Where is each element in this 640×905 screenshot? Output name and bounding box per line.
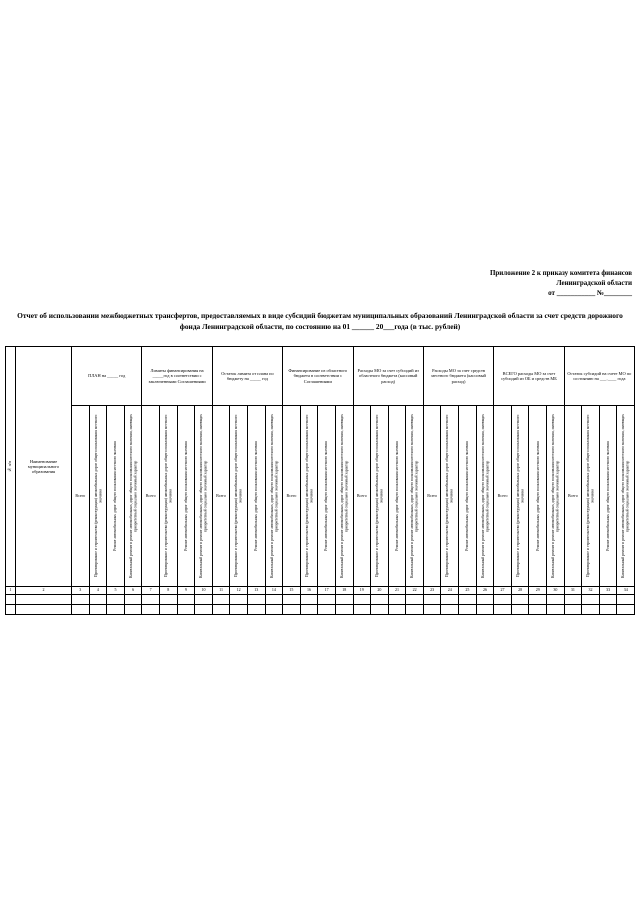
empty-cell (564, 595, 582, 605)
column-numbers-row (6, 587, 635, 595)
subheader-total: Всего (564, 406, 582, 587)
column-number-cell: 25 (459, 587, 477, 595)
empty-cell (529, 595, 547, 605)
appendix-line-2: Ленинградской области (556, 279, 632, 287)
group-header-financing: Финансирование из областного бюджета в соответствии с Соглашениями (283, 347, 353, 406)
empty-cell (230, 595, 248, 605)
group-header-limits: Лимиты финансирования на _____год в соответствии с заключенными Соглашениями (142, 347, 212, 406)
empty-cell (423, 595, 441, 605)
column-number-cell: 17 (318, 587, 336, 595)
appendix-line-3: от ___________ №________ (548, 289, 632, 297)
empty-data-row (6, 605, 635, 615)
subheader-repair: Ремонт автомобильных дорог общего пользования местного значения (529, 406, 547, 587)
appendix-header (490, 268, 632, 298)
column-number-cell: 20 (371, 587, 389, 595)
subheader-repair: Ремонт автомобильных дорог общего пользования местного значения (107, 406, 125, 587)
column-number-cell: 9 (177, 587, 195, 595)
group-header-balance: Остаток субсидий на счете МО по состоянию на ___.____ года (564, 347, 634, 406)
column-number-cell: 3 (72, 587, 90, 595)
empty-cell (318, 605, 336, 615)
subheader-capital-repair: Капитальный ремонт и ремонт автомобильных дорог общего пользования местного значения, имеющих приоритетный социально значимый характер (406, 406, 424, 587)
empty-cell (617, 605, 635, 615)
empty-cell (441, 595, 459, 605)
empty-cell (511, 605, 529, 615)
column-number-cell: 8 (159, 587, 177, 595)
column-number-cell: 30 (547, 587, 565, 595)
empty-cell (6, 605, 16, 615)
empty-cell (300, 605, 318, 615)
empty-cell (72, 605, 90, 615)
empty-cell (195, 605, 213, 615)
appendix-line-1: Приложение 2 к приказу комитета финансов (489, 269, 632, 277)
column-number-cell: 14 (265, 587, 283, 595)
empty-cell (353, 595, 371, 605)
subheader-capital-repair: Капитальный ремонт и ремонт автомобильных дорог общего пользования местного значения, имеющих приоритетный социально значимый характер (617, 406, 635, 587)
subheader-repair: Ремонт автомобильных дорог общего пользования местного значения (388, 406, 406, 587)
empty-cell (547, 605, 565, 615)
empty-cell (423, 605, 441, 615)
empty-cell (599, 605, 617, 615)
empty-cell (371, 595, 389, 605)
empty-cell (247, 605, 265, 615)
empty-cell (459, 595, 477, 605)
empty-cell (16, 605, 72, 615)
empty-cell (212, 595, 230, 605)
subheader-total: Всего (72, 406, 90, 587)
column-number-cell: 12 (230, 587, 248, 595)
empty-cell (511, 595, 529, 605)
col-name-header: Наименование муниципального образования (16, 347, 72, 587)
column-number-cell: 26 (476, 587, 494, 595)
subheader-total: Всего (212, 406, 230, 587)
empty-cell (124, 595, 142, 605)
empty-cell (441, 605, 459, 615)
empty-cell (529, 605, 547, 615)
empty-cell (582, 595, 600, 605)
empty-cell (459, 605, 477, 615)
empty-cell (265, 595, 283, 605)
empty-cell (283, 595, 301, 605)
subheader-repair: Ремонт автомобильных дорог общего пользования местного значения (247, 406, 265, 587)
column-number-cell: 6 (124, 587, 142, 595)
column-number-cell: 27 (494, 587, 512, 595)
empty-cell (177, 605, 195, 615)
column-number-cell: 1 (6, 587, 16, 595)
report-table (5, 346, 635, 615)
subheader-total: Всего (353, 406, 371, 587)
subheader-repair: Ремонт автомобильных дорог общего пользования местного значения (177, 406, 195, 587)
subheader-construction: Проектирование и строительство (реконструкция) автомобильных дорог общего пользования местного значения (371, 406, 389, 587)
subheader-construction: Проектирование и строительство (реконструкция) автомобильных дорог общего пользования местного значения (89, 406, 107, 587)
empty-cell (107, 605, 125, 615)
empty-cell (476, 595, 494, 605)
empty-cell (283, 605, 301, 615)
column-number-cell: 11 (212, 587, 230, 595)
empty-cell (142, 605, 160, 615)
empty-cell (371, 605, 389, 615)
subheader-total: Всего (142, 406, 160, 587)
subheader-repair: Ремонт автомобильных дорог общего пользования местного значения (459, 406, 477, 587)
subheader-capital-repair: Капитальный ремонт и ремонт автомобильных дорог общего пользования местного значения, имеющих приоритетный социально значимый характер (124, 406, 142, 587)
subheader-total: Всего (283, 406, 301, 587)
column-number-cell: 21 (388, 587, 406, 595)
column-number-cell: 15 (283, 587, 301, 595)
subheader-capital-repair: Капитальный ремонт и ремонт автомобильных дорог общего пользования местного значения, имеющих приоритетный социально значимый характер (335, 406, 353, 587)
column-number-cell: 31 (564, 587, 582, 595)
column-number-cell: 24 (441, 587, 459, 595)
empty-cell (16, 595, 72, 605)
empty-cell (476, 605, 494, 615)
subheader-construction: Проектирование и строительство (реконструкция) автомобильных дорог общего пользования местного значения (582, 406, 600, 587)
empty-cell (388, 595, 406, 605)
empty-cell (124, 605, 142, 615)
empty-cell (247, 595, 265, 605)
empty-cell (212, 605, 230, 615)
empty-cell (582, 605, 600, 615)
empty-cell (617, 595, 635, 605)
subheader-total: Всего (423, 406, 441, 587)
column-number-cell: 10 (195, 587, 213, 595)
empty-cell (230, 605, 248, 615)
group-header-expenses-local: Расходы МО за счет средств местного бюджета (кассовый расход) (423, 347, 493, 406)
column-number-cell: 5 (107, 587, 125, 595)
empty-cell (142, 595, 160, 605)
group-header-plan: ПЛАН на _____ год (72, 347, 142, 406)
empty-cell (107, 595, 125, 605)
subheader-capital-repair: Капитальный ремонт и ремонт автомобильных дорог общего пользования местного значения, имеющих приоритетный социально значимый характер (476, 406, 494, 587)
subheader-repair: Ремонт автомобильных дорог общего пользования местного значения (318, 406, 336, 587)
empty-cell (335, 595, 353, 605)
column-number-cell: 4 (89, 587, 107, 595)
column-number-cell: 23 (423, 587, 441, 595)
empty-cell (6, 595, 16, 605)
empty-cell (195, 595, 213, 605)
subheader-repair: Ремонт автомобильных дорог общего пользования местного значения (599, 406, 617, 587)
subheader-capital-repair: Капитальный ремонт и ремонт автомобильных дорог общего пользования местного значения, имеющих приоритетный социально значимый характер (265, 406, 283, 587)
column-number-cell: 7 (142, 587, 160, 595)
report-title: Отчет об использовании межбюджетных трансфертов, предоставляемых в виде субсидий бюджетам муниципальных образований Ленинградской области за счет средств дорожного фонда Ленинградской области, по состоянию на 01 ______ 20___года (в тыс. рублей) (17, 311, 623, 331)
subheader-construction: Проектирование и строительство (реконструкция) автомобильных дорог общего пользования местного значения (159, 406, 177, 587)
column-number-cell: 2 (16, 587, 72, 595)
column-number-cell: 13 (247, 587, 265, 595)
group-header-limit-balance: Остаток лимита от плана по бюджету на _____ год (212, 347, 282, 406)
column-number-cell: 19 (353, 587, 371, 595)
subheader-total: Всего (494, 406, 512, 587)
column-number-cell: 33 (599, 587, 617, 595)
empty-cell (564, 605, 582, 615)
column-number-cell: 34 (617, 587, 635, 595)
empty-cell (406, 605, 424, 615)
subheader-capital-repair: Капитальный ремонт и ремонт автомобильных дорог общего пользования местного значения, имеющих приоритетный социально значимый характер (195, 406, 213, 587)
column-number-cell: 18 (335, 587, 353, 595)
column-number-cell: 16 (300, 587, 318, 595)
empty-cell (494, 595, 512, 605)
subheader-construction: Проектирование и строительство (реконструкция) автомобильных дорог общего пользования местного значения (230, 406, 248, 587)
group-header-expenses-regional: Расходы МО за счет субсидий из областного бюджета (кассовый расход) (353, 347, 423, 406)
empty-cell (72, 595, 90, 605)
empty-cell (388, 605, 406, 615)
column-number-cell: 22 (406, 587, 424, 595)
empty-cell (318, 595, 336, 605)
column-number-cell: 28 (511, 587, 529, 595)
empty-cell (159, 595, 177, 605)
empty-cell (265, 605, 283, 615)
empty-cell (177, 595, 195, 605)
empty-cell (406, 595, 424, 605)
empty-cell (547, 595, 565, 605)
empty-cell (353, 605, 371, 615)
column-number-cell: 29 (529, 587, 547, 595)
column-number-cell: 32 (582, 587, 600, 595)
col-number-header: № п/п (6, 347, 16, 587)
empty-cell (159, 605, 177, 615)
group-header-expenses-total: ВСЕГО расходы МО за счет субсидий из ОБ и средств МБ (494, 347, 564, 406)
empty-cell (89, 595, 107, 605)
empty-cell (335, 605, 353, 615)
subheader-row (6, 406, 635, 587)
empty-cell (89, 605, 107, 615)
subheader-construction: Проектирование и строительство (реконструкция) автомобильных дорог общего пользования местного значения (300, 406, 318, 587)
empty-cell (494, 605, 512, 615)
empty-cell (599, 595, 617, 605)
subheader-construction: Проектирование и строительство (реконструкция) автомобильных дорог общего пользования местного значения (511, 406, 529, 587)
empty-data-row (6, 595, 635, 605)
subheader-capital-repair: Капитальный ремонт и ремонт автомобильных дорог общего пользования местного значения, имеющих приоритетный социально значимый характер (547, 406, 565, 587)
subheader-construction: Проектирование и строительство (реконструкция) автомобильных дорог общего пользования местного значения (441, 406, 459, 587)
empty-cell (300, 595, 318, 605)
